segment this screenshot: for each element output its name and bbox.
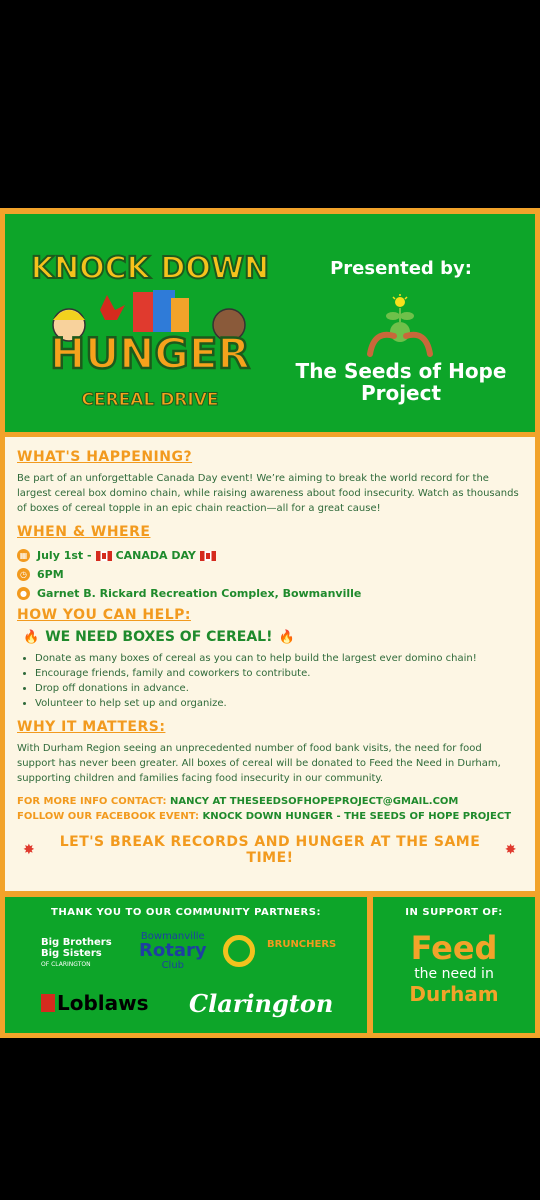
event-poster bbox=[0, 208, 540, 1038]
how-help-heading: HOW YOU CAN HELP: bbox=[17, 607, 191, 623]
help-list bbox=[17, 651, 523, 711]
rotary-line1: Bowmanville bbox=[140, 931, 205, 942]
canada-flag-icon bbox=[200, 551, 216, 561]
fire-icon: 🔥 bbox=[278, 629, 295, 645]
clock-icon: ◷ bbox=[17, 568, 30, 581]
loblaws-mark-icon bbox=[41, 994, 55, 1012]
need-cereal-line bbox=[17, 629, 523, 645]
partners-heading: THANK YOU TO OUR COMMUNITY PARTNERS: bbox=[51, 907, 321, 918]
org-name: The Seeds of Hope Project bbox=[295, 359, 507, 405]
slogan-text: LET'S BREAK RECORDS AND HUNGER AT THE SAME TIME! bbox=[59, 834, 481, 866]
collision-icon: ✸ bbox=[504, 842, 517, 858]
feed-the-need-logo bbox=[373, 931, 535, 1005]
why-body: With Durham Region seeing an unprecedented number of food bank visits, the need for food support has never been greater. All boxes of cereal will be donated to Feed the Need in Durham, supporting children and families facing food insecurity in our community. bbox=[17, 743, 501, 784]
calendar-icon: ▦ bbox=[17, 549, 30, 562]
bbbs-logo bbox=[41, 937, 112, 970]
why-heading: WHY IT MATTERS: bbox=[17, 719, 166, 735]
canada-day-text: CANADA DAY bbox=[115, 549, 196, 562]
loblaws-text: Loblaws bbox=[57, 991, 149, 1015]
facebook-event-name[interactable]: KNOCK DOWN HUNGER - THE SEEDS OF HOPE PROJECT bbox=[202, 811, 512, 822]
collision-icon: ✸ bbox=[23, 842, 36, 858]
clarington-logo: Clarington bbox=[189, 989, 334, 1018]
presented-by-label: Presented by: bbox=[330, 258, 472, 279]
contact-email[interactable]: NANCY AT THESEEDSOFHOPEPROJECT@GMAIL.COM bbox=[169, 796, 459, 807]
canada-flag-icon bbox=[96, 551, 112, 561]
rotary-wheel-icon bbox=[223, 935, 255, 967]
list-item: • Volunteer to help set up and organize. bbox=[35, 696, 523, 711]
logo-line2: HUNGER bbox=[50, 329, 250, 378]
whats-happening-body: Be part of an unforgettable Canada Day event! We’re aiming to break the world record for the largest cereal box domino chain, while raising awareness about food insecurity. Watch as thousands of boxes of cereal topple in an epic chain reaction—all for a great cause! bbox=[17, 473, 519, 514]
feed-line1: Feed bbox=[410, 929, 498, 967]
bbbs-line2: Big Sisters bbox=[41, 948, 102, 959]
logo-line1: KNOCK DOWN bbox=[30, 251, 270, 286]
list-item: • Donate as many boxes of cereal as you can to help build the largest ever domino chain! bbox=[35, 651, 523, 666]
feed-line3: Durham bbox=[409, 982, 499, 1006]
fire-icon: 🔥 bbox=[23, 629, 40, 645]
facebook-label: FOLLOW OUR FACEBOOK EVENT: bbox=[17, 811, 200, 822]
rotary-line3: Club bbox=[161, 960, 185, 971]
bbbs-line3: OF CLARINGTON bbox=[41, 961, 91, 968]
content-panel bbox=[5, 437, 535, 891]
contact-info bbox=[17, 794, 523, 809]
date-text: July 1st - bbox=[37, 549, 92, 562]
time-row bbox=[17, 565, 523, 584]
support-heading: IN SUPPORT OF: bbox=[405, 907, 503, 918]
rotary-line2: Rotary bbox=[139, 940, 207, 961]
list-item: • Drop off donations in advance. bbox=[35, 681, 523, 696]
bbbs-line1: Big Brothers bbox=[41, 937, 112, 948]
logo-line3: CEREAL DRIVE bbox=[81, 390, 219, 410]
date-row bbox=[17, 546, 523, 565]
brunchers-logo: BRUNCHERS bbox=[267, 939, 337, 950]
location-text: Garnet B. Rickard Recreation Complex, Bowmanville bbox=[37, 587, 362, 600]
location-pin-icon: ● bbox=[17, 587, 30, 600]
partners-panel bbox=[5, 897, 367, 1033]
location-row bbox=[17, 584, 523, 603]
knock-down-hunger-logo bbox=[30, 240, 270, 430]
loblaws-logo bbox=[41, 991, 149, 1015]
support-panel bbox=[373, 897, 535, 1033]
contact-label: FOR MORE INFO CONTACT: bbox=[17, 796, 167, 807]
when-where-heading: WHEN & WHERE bbox=[17, 524, 151, 540]
facebook-event bbox=[17, 809, 523, 824]
header-banner bbox=[5, 214, 535, 432]
slogan bbox=[17, 834, 523, 866]
seeds-of-hope-logo bbox=[360, 294, 440, 356]
whats-happening-heading: WHAT'S HAPPENING? bbox=[17, 449, 193, 465]
rotary-logo bbox=[139, 931, 207, 971]
time-text: 6PM bbox=[37, 568, 64, 581]
need-cereal-text: WE NEED BOXES OF CEREAL! bbox=[45, 629, 273, 645]
feed-line2: the need in bbox=[414, 966, 494, 982]
list-item: • Encourage friends, family and coworkers to contribute. bbox=[35, 666, 523, 681]
